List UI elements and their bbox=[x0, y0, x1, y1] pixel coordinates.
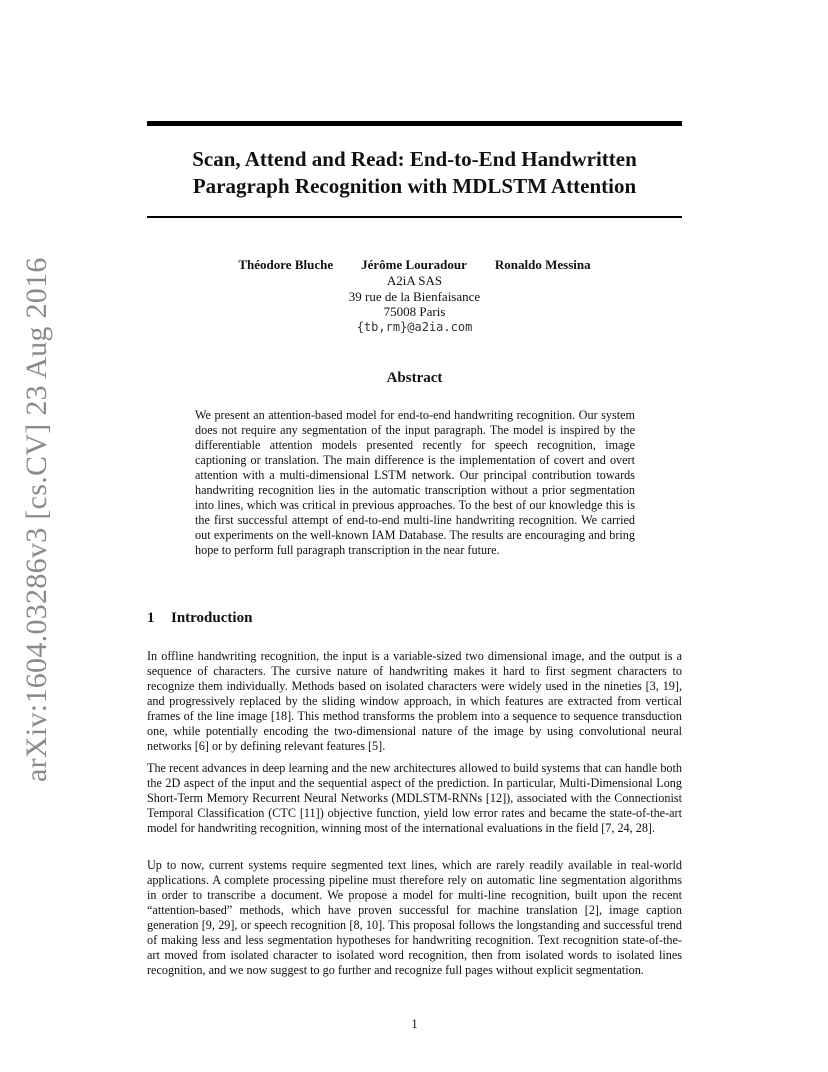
abstract-heading: Abstract bbox=[386, 370, 443, 386]
author-email: {tb,rm}@a2ia.com bbox=[356, 319, 473, 334]
affiliation-street: 39 rue de la Bienfaisance bbox=[348, 288, 481, 304]
title-line-2: Paragraph Recognition with MDLSTM Attention bbox=[192, 174, 637, 198]
paper-title bbox=[147, 146, 682, 200]
author-name: Théodore Bluche bbox=[238, 257, 334, 272]
section-number: 1 bbox=[147, 610, 155, 626]
arxiv-identifier-stamp: arXiv:1604.03286v3 [cs.CV] 23 Aug 2016 bbox=[20, 257, 53, 783]
section-heading bbox=[147, 610, 252, 627]
page-number: 1 bbox=[411, 1017, 418, 1031]
affiliation-org: A2iA SAS bbox=[386, 273, 443, 288]
title-bottom-rule bbox=[147, 216, 682, 218]
title-line-1: Scan, Attend and Read: End-to-End Handwritten bbox=[192, 147, 637, 171]
affiliation-city: 75008 Paris bbox=[383, 304, 446, 319]
title-top-rule bbox=[147, 121, 682, 126]
body-paragraph: The recent advances in deep learning and the new architectures allowed to build systems that can handle both the 2D aspect of the input and the sequential aspect of the prediction. In particular, Multi-Dimensional Long Short-Term Memory Recurrent Neural Networks (MDLSTM-RNNs [12]), associated with the Connectionist Temporal Classification (CTC [11]) objective function, yield low error rates and became the state-of-the-art model for handwriting recognition, winning most of the international evaluations in the field [7, 24, 28]. bbox=[147, 761, 682, 835]
body-paragraph: Up to now, current systems require segmented text lines, which are rarely readily available in real-world applications. A complete processing pipeline must therefore rely on automatic line segmentation algorithms in order to transcribe a document. We propose a model for multi-line recognition, built upon the recent “attention-based” methods, which have proven successful for machine translation [2], image caption generation [9, 29], or speech recognition [8, 10]. This proposal follows the longstanding and successful trend of making less and less segmentation hypotheses for handwriting recognition. Text recognition state-of-the-art moved from isolated character to isolated word recognition, then from isolated words to isolated lines recognition, and we now suggest to go further and recognize full pages without explicit segmentation. bbox=[147, 858, 682, 977]
author-name: Ronaldo Messina bbox=[494, 257, 591, 272]
author-list bbox=[147, 257, 682, 273]
abstract-text: We present an attention-based model for end-to-end handwriting recognition. Our system does not require any segmentation of the input paragraph. The model is inspired by the differentiable attention models presented recently for speech recognition, image captioning or translation. The main difference is the implementation of covert and overt attention with a multi-dimensional LSTM network. Our principal contribution towards handwriting recognition lies in the automatic transcription without a prior segmentation into lines, which was critical in previous approaches. To the best of our knowledge this is the first successful attempt of end-to-end multi-line handwriting recognition. We carried out experiments on the well-known IAM Database. The results are encouraging and bring hope to perform full paragraph transcription in the near future. bbox=[195, 408, 635, 557]
affiliation-block bbox=[147, 273, 682, 335]
body-paragraph: In offline handwriting recognition, the input is a variable-sized two dimensional image, and the output is a sequence of characters. The cursive nature of handwriting makes it hard to first segment characters to recognize them individually. Methods based on isolated characters were widely used in the nineties [3, 19], and progressively replaced by the sliding window approach, in which features are extracted from vertical frames of the line image [18]. This method transforms the problem into a sequence to sequence transduction one, while potentially encoding the two-dimensional nature of the image by using convolutional neural networks [6] or by defining relevant features [5]. bbox=[147, 649, 682, 753]
author-name: Jérôme Louradour bbox=[361, 257, 467, 272]
section-title: Introduction bbox=[171, 610, 253, 626]
